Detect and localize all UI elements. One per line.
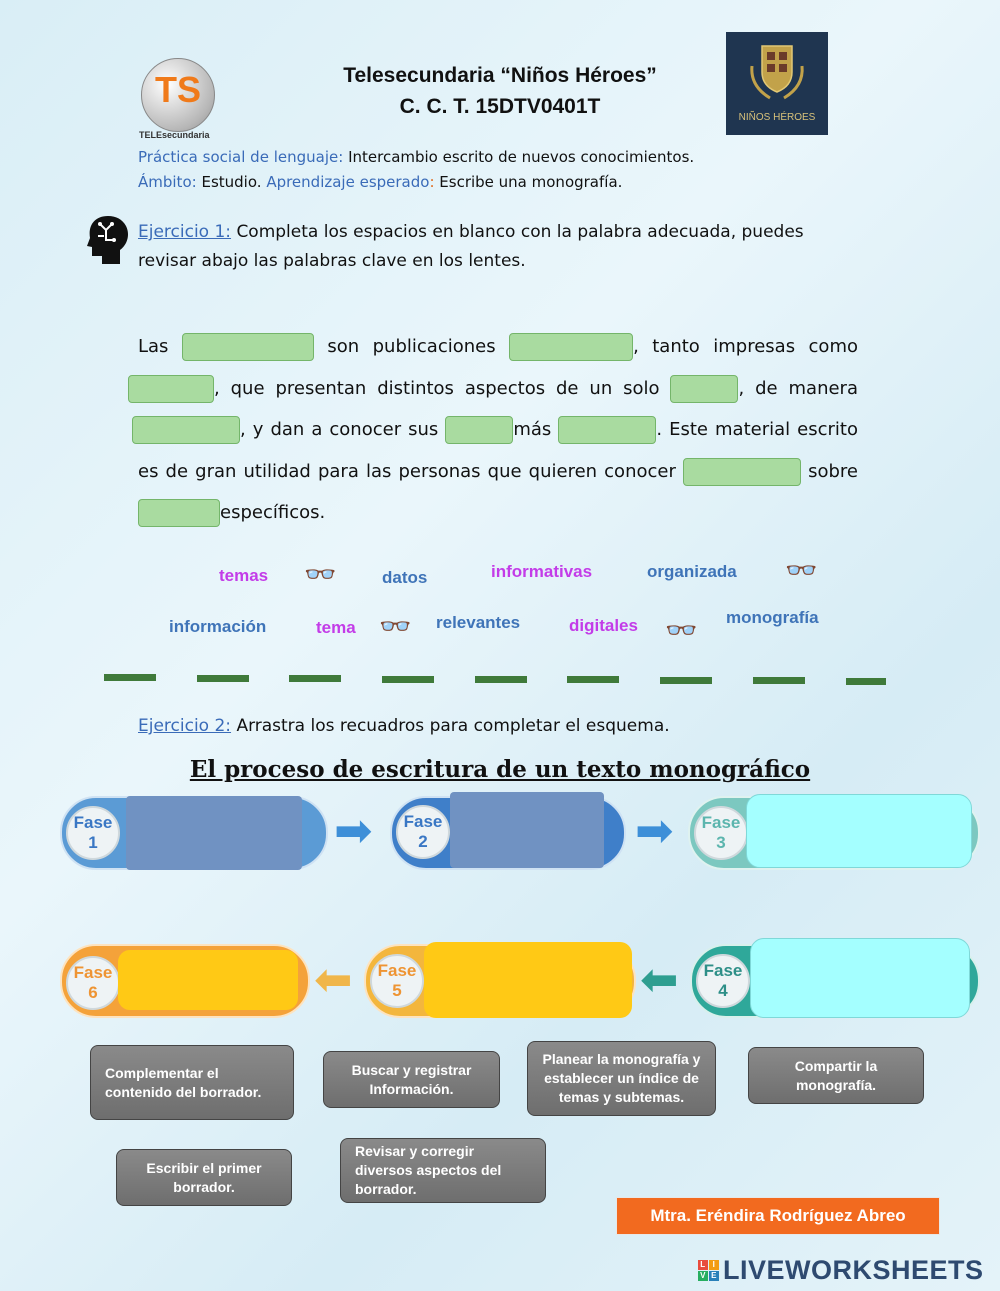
arrow-left-icon: ⬅ [640,952,679,1006]
blank-8[interactable] [683,458,801,486]
keyword-temas: temas [219,566,269,585]
answer-dash[interactable] [753,677,805,684]
ambito-value: Estudio. [201,173,262,191]
phase-5-drop-zone[interactable] [424,942,632,1018]
shield-icon [726,32,828,112]
practica-value: Intercambio escrito de nuevos conocimientos. [348,148,695,166]
text-segment: son publicaciones [327,336,496,357]
drag-card[interactable]: Buscar y registrar Información. [323,1051,500,1108]
glasses-icon: 👓 [785,556,818,586]
keyword-informativas: informativas [491,562,593,581]
keyword-datos: datos [382,568,428,587]
drag-card[interactable]: Revisar y corregir diversos aspectos del borrador. [340,1138,546,1203]
school-name: Telesecundaria “Niños Héroes” [343,64,657,87]
keyword-informacion: información [169,617,267,636]
practica-line [138,145,694,170]
answer-dash[interactable] [567,676,619,683]
answer-dash[interactable] [289,675,341,682]
drag-card[interactable]: Planear la monografía y establecer un índice de temas y subtemas. [527,1041,716,1116]
author-signature: Mtra. Eréndira Rodríguez Abreo [616,1197,940,1235]
phase-3-badge: Fase 3 [694,806,748,860]
keyword-digitales: digitales [569,616,638,635]
exercise2-instruction [138,716,670,736]
diagram-title: El proceso de escritura de un texto monográfico [189,756,811,783]
drag-card[interactable]: Compartir la monografía. [748,1047,924,1104]
blank-1[interactable] [182,333,314,361]
glasses-icon: 👓 [304,560,337,590]
answer-dash[interactable] [197,675,249,682]
blank-5[interactable] [132,416,240,444]
aprendizaje-colon: : [429,173,435,191]
answer-dash[interactable] [104,674,156,681]
text-segment: más [513,419,552,440]
text-segment: , y dan a conocer sus [240,419,439,440]
arrow-left-icon: ⬅ [314,952,353,1006]
answer-dash[interactable] [475,676,527,683]
liveworksheets-brand: L I V E LIVEWORKSHEETS [698,1255,984,1286]
exercise1-label: Ejercicio 1: [138,222,232,242]
answer-dash[interactable] [382,676,434,683]
phase-2-drop-zone[interactable] [450,792,604,868]
exercise2-label: Ejercicio 2: [138,716,232,736]
blank-9[interactable] [138,499,220,527]
aprendizaje-label: Aprendizaje esperado [266,173,430,191]
glasses-icon: 👓 [665,616,698,646]
answer-dash[interactable] [846,678,886,685]
drag-card[interactable]: Escribir el primer borrador. [116,1149,292,1206]
exercise2-text: Arrastra los recuadros para completar el esquema. [236,716,670,736]
keyword-tema: tema [316,618,356,637]
text-segment: sobre [808,460,858,482]
keyword-organizada: organizada [647,562,737,581]
phase-5-badge: Fase 5 [370,954,424,1008]
brain-head-icon [86,214,132,266]
telesecundaria-logo [139,58,217,142]
logo-caption: NIÑOS HÉROES [738,112,816,123]
exercise1-instruction [138,218,858,276]
drag-card[interactable]: Complementar el contenido del borrador. [90,1045,294,1120]
aprendizaje-value: Escribe una monografía. [439,173,623,191]
arrow-right-icon: ➡ [334,803,373,857]
text-segment: , tanto impresas como [633,336,858,357]
phase-6-drop-zone[interactable] [118,950,298,1010]
text-segment: , de manera [738,377,858,399]
answer-dash[interactable] [660,677,712,684]
blank-6[interactable] [445,416,513,444]
text-segment: Las [138,336,169,357]
blank-7[interactable] [558,416,656,444]
keyword-relevantes: relevantes [436,613,521,632]
blank-2[interactable] [509,333,633,361]
exercise1-text: Completa los espacios en blanco con la palabra adecuada, puedes revisar abajo las palabras clave en los lentes. [138,222,804,271]
ninos-heroes-logo [726,32,828,135]
arrow-right-icon: ➡ [635,803,674,857]
fill-blank-paragraph [138,326,858,534]
logo-caption: TELEsecundaria [139,130,210,140]
ambito-line [138,170,622,195]
cct-code: C. C. T. 15DTV0401T [399,95,601,118]
logo-letters: TS [155,69,202,110]
phase-6-badge: Fase 6 [66,956,120,1010]
blank-3[interactable] [128,375,214,403]
liveworksheets-logo-icon: L I V E [698,1260,719,1281]
text-segment: específicos. [220,502,326,523]
practica-label: Práctica social de lenguaje: [138,148,344,166]
phase-1-badge: Fase 1 [66,806,120,860]
phase-4-drop-zone[interactable] [750,938,970,1018]
blank-4[interactable] [670,375,738,403]
text-segment: , que presentan distintos aspectos de un solo [214,377,660,399]
phase-3-drop-zone[interactable] [746,794,972,868]
phase-2-badge: Fase 2 [396,805,450,859]
keyword-monografia: monografía [726,608,819,627]
phase-4-badge: Fase 4 [696,954,750,1008]
glasses-icon: 👓 [379,612,412,642]
text-segment: . Este material escrito es de gran utilidad para las personas que quieren conocer [138,419,858,482]
ambito-label: Ámbito: [138,173,197,191]
phase-1-drop-zone[interactable] [126,796,302,870]
